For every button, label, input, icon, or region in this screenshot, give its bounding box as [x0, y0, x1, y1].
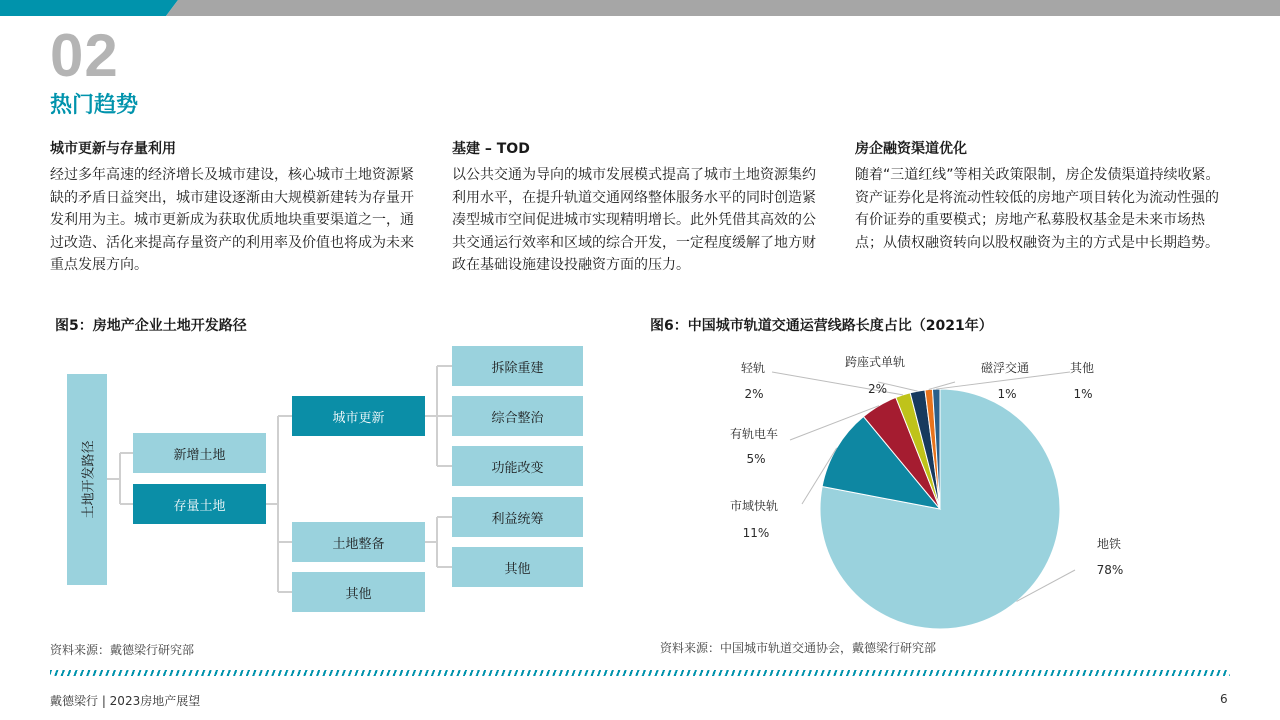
pie-category-label: 市域快轨 [730, 499, 779, 513]
section-number: 02 [50, 22, 119, 89]
pie-category-label: 地铁 [1097, 537, 1122, 551]
root-label: 土地开发路径 [81, 440, 97, 519]
pie-value-label: 2% [744, 387, 764, 401]
pie-value-label: 2% [867, 382, 888, 396]
footer-divider [50, 670, 1230, 676]
box-comprehensive-renovation: 综合整治 [452, 396, 583, 436]
box-other-l2: 其他 [292, 572, 425, 612]
box-function-change: 功能改变 [452, 446, 583, 486]
pie-category-label: 其他 [1070, 361, 1095, 375]
pie-category-label: 轻轨 [741, 361, 766, 375]
pie-category-label: 跨座式单轨 [845, 355, 906, 369]
pie-value-label: 11% [742, 526, 770, 540]
figure5-source: 资料来源：戴德梁行研究部 [50, 643, 195, 657]
section-title: 热门趋势 [50, 93, 139, 118]
box-existing-land: 存量土地 [133, 484, 266, 524]
box-urban-renewal: 城市更新 [292, 396, 425, 436]
column-3-heading: 房企融资渠道优化 [855, 141, 967, 157]
pie-category-label: 有轨电车 [730, 427, 779, 441]
pie-value-label: 5% [746, 452, 766, 466]
box-land-preparation: 土地整备 [292, 522, 425, 562]
page-number: 6 [1220, 692, 1228, 706]
column-2-body: 以公共交通为导向的城市发展模式提高了城市土地资源集约利用水平，在提升轨道交通网络整体服务水平的同时创造紧凑型城市空间促进城市实现精明增长。此外凭借其高效的公共交通运行效率和区域的综合开发，一定程度缓解了地方财政在基础设施建设投融资方面的压力。 [452, 167, 816, 273]
figure6-title: 图6：中国城市轨道交通运营线路长度占比（2021年） [650, 318, 993, 334]
box-interest-coordination: 利益统筹 [452, 497, 583, 537]
column-1-heading: 城市更新与存量利用 [50, 141, 176, 157]
box-demolish-rebuild: 拆除重建 [452, 346, 583, 386]
column-2-heading: 基建 – TOD [452, 141, 530, 157]
pie-value-label: 1% [997, 387, 1017, 401]
box-other-l3: 其他 [452, 547, 583, 587]
pie-value-label: 78% [1096, 563, 1124, 577]
figure6-source: 资料来源：中国城市轨道交通协会，戴德梁行研究部 [660, 641, 937, 655]
pie-value-label: 1% [1073, 387, 1093, 401]
box-new-land: 新增土地 [133, 433, 266, 473]
column-3-body: 随着“三道红线”等相关政策限制，房企发债渠道持续收紧。资产证券化是将流动性较低的房地产项目转化为流动性强的有价证券的重要模式；房地产私募股权基金是未来市场热点；从债权融资转向以股权融资为主的方式是中长期趋势。 [855, 167, 1220, 251]
pie-category-label: 磁浮交通 [981, 361, 1030, 375]
footer-brand: 戴德梁行 | 2023房地产展望 [50, 694, 201, 708]
figure5-title: 图5：房地产企业土地开发路径 [55, 318, 247, 334]
column-1-body: 经过多年高速的经济增长及城市建设，核心城市土地资源紧缺的矛盾日益突出，城市建设逐渐由大规模新建转为存量开发利用为主。城市更新成为获取优质地块重要渠道之一，通过改造、活化来提高存量资产的利用率及价值也将成为未来重点发展方向。 [50, 167, 414, 273]
